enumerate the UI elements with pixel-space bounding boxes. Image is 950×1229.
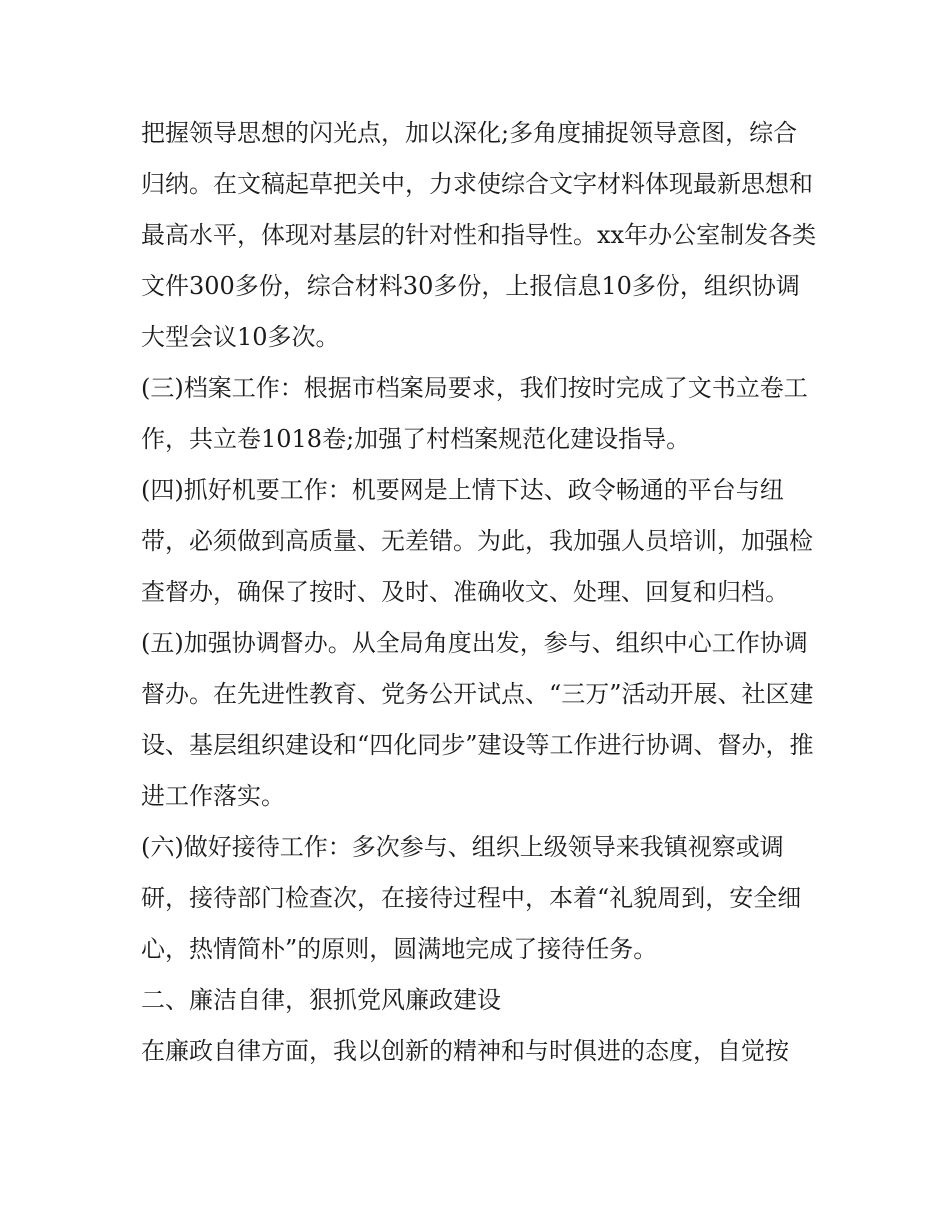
paragraph-confidential-work: (四)抓好机要工作：机要网是上情下达、政令畅通的平台与纽带，必须做到高质量、无差错。为此，我加强人员培训，加强检查督办，确保了按时、及时、准确收文、处理、回复和归档。 <box>141 476 813 606</box>
paragraph-coordination: (五)加强协调督办。从全局角度出发，参与、组织中心工作协调督办。在先进性教育、党务公开试点、“三万”活动开展、社区建设、基层组织建设和“四化同步”建设等工作进行协调、督办，推进工作落实。 <box>141 629 814 810</box>
paragraph-reception: (六)做好接待工作：多次参与、组织上级领导来我镇视察或调研，接待部门检查次，在接待过程中，本着“礼貌周到，安全细心，热情简朴”的原则，圆满地完成了接待任务。 <box>141 833 802 963</box>
paragraph-work-summary: 把握领导思想的闪光点，加以深化;多角度捕捉领导意图，综合归纳。在文稿起草把关中，力求使综合文字材料体现最新思想和最高水平，体现对基层的针对性和指导性。xx年办公室制发各类文件300多份，综合材料30多份，上报信息10多份，组织协调大型会议10多次。 <box>141 119 817 351</box>
document-body <box>141 108 821 1077</box>
section-heading-integrity: 二、廉洁自律，狠抓党风廉政建设 <box>141 986 501 1014</box>
paragraph-archive-work: (三)档案工作：根据市档案局要求，我们按时完成了文书立卷工作，共立卷1018卷;加强了村档案规范化建设指导。 <box>141 374 808 453</box>
paragraph-integrity: 在廉政自律方面，我以创新的精神和与时俱进的态度，自觉按 <box>141 1037 789 1065</box>
